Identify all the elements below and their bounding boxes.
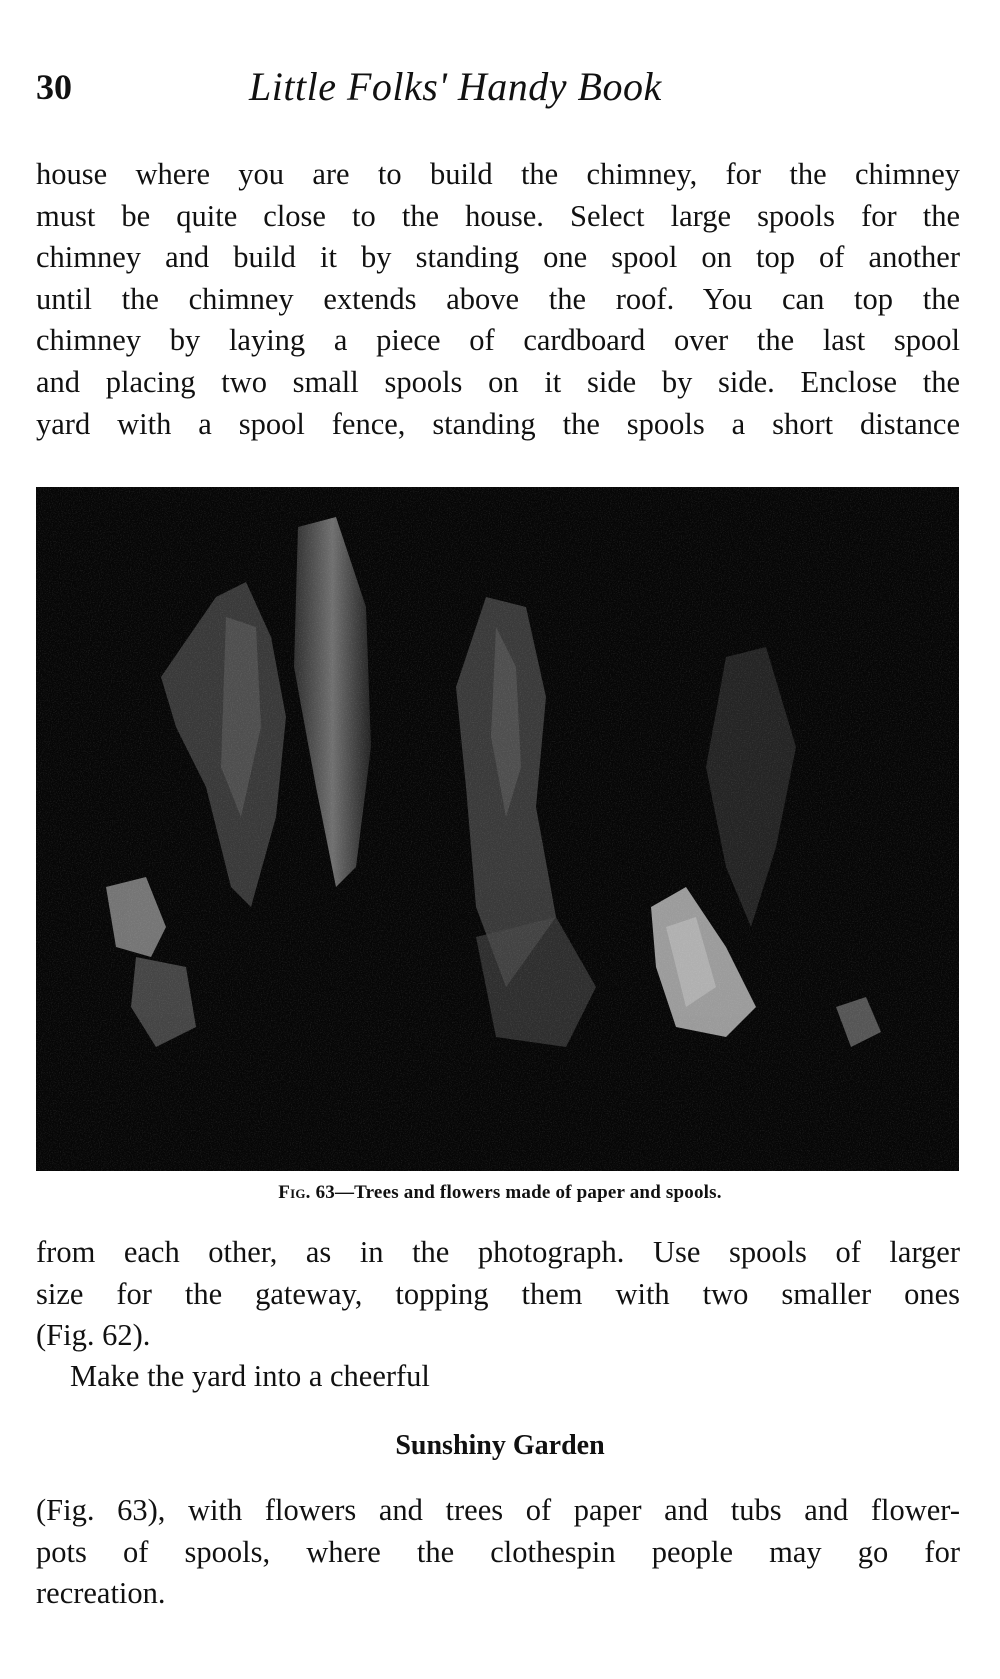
- text-line: pots of spools, where the clothespin people may go for: [36, 1534, 960, 1569]
- section-heading: Sunshiny Garden: [395, 1430, 605, 1461]
- text-line: (Fig. 62).: [36, 1318, 151, 1353]
- paragraph-chimney: [36, 154, 960, 445]
- text-line: house where you are to build the chimney, for the chimney: [36, 157, 960, 191]
- paragraph-gateway: [36, 1232, 960, 1357]
- running-title: Little Folks' Handy Book: [249, 64, 662, 109]
- text-line: (Fig. 63), with flowers and trees of paper and tubs and flower-: [36, 1493, 960, 1527]
- paragraph-garden: [36, 1490, 960, 1615]
- text-line: chimney by laying a piece of cardboard over the last spool: [36, 323, 960, 358]
- figure-caption: [0, 1180, 1000, 1206]
- text-line: yard with a spool fence, standing the spools a short distance: [36, 406, 960, 441]
- figure-caption-text: —Trees and flowers made of paper and spools.: [334, 1182, 722, 1203]
- text-line: recreation.: [36, 1576, 166, 1611]
- text-line: must be quite close to the house. Select large spools for the: [36, 198, 960, 233]
- text-line: from each other, as in the photograph. Use spools of larger: [36, 1235, 960, 1269]
- figure-label: Fig. 63: [278, 1182, 335, 1203]
- paragraph-cheerful: Make the yard into a cheerful: [70, 1359, 430, 1393]
- text-line: size for the gateway, topping them with two smaller ones: [36, 1276, 960, 1311]
- text-line: and placing two small spools on it side by side. Enclose the: [36, 364, 960, 399]
- photograph-figure: [36, 487, 959, 1171]
- page-number: 30: [36, 67, 72, 107]
- garden-photo-illustration: [36, 487, 959, 1171]
- text-line: chimney and build it by standing one spool on top of another: [36, 240, 960, 275]
- page-header: [36, 62, 960, 112]
- text-line: until the chimney extends above the roof. You can top the: [36, 281, 960, 316]
